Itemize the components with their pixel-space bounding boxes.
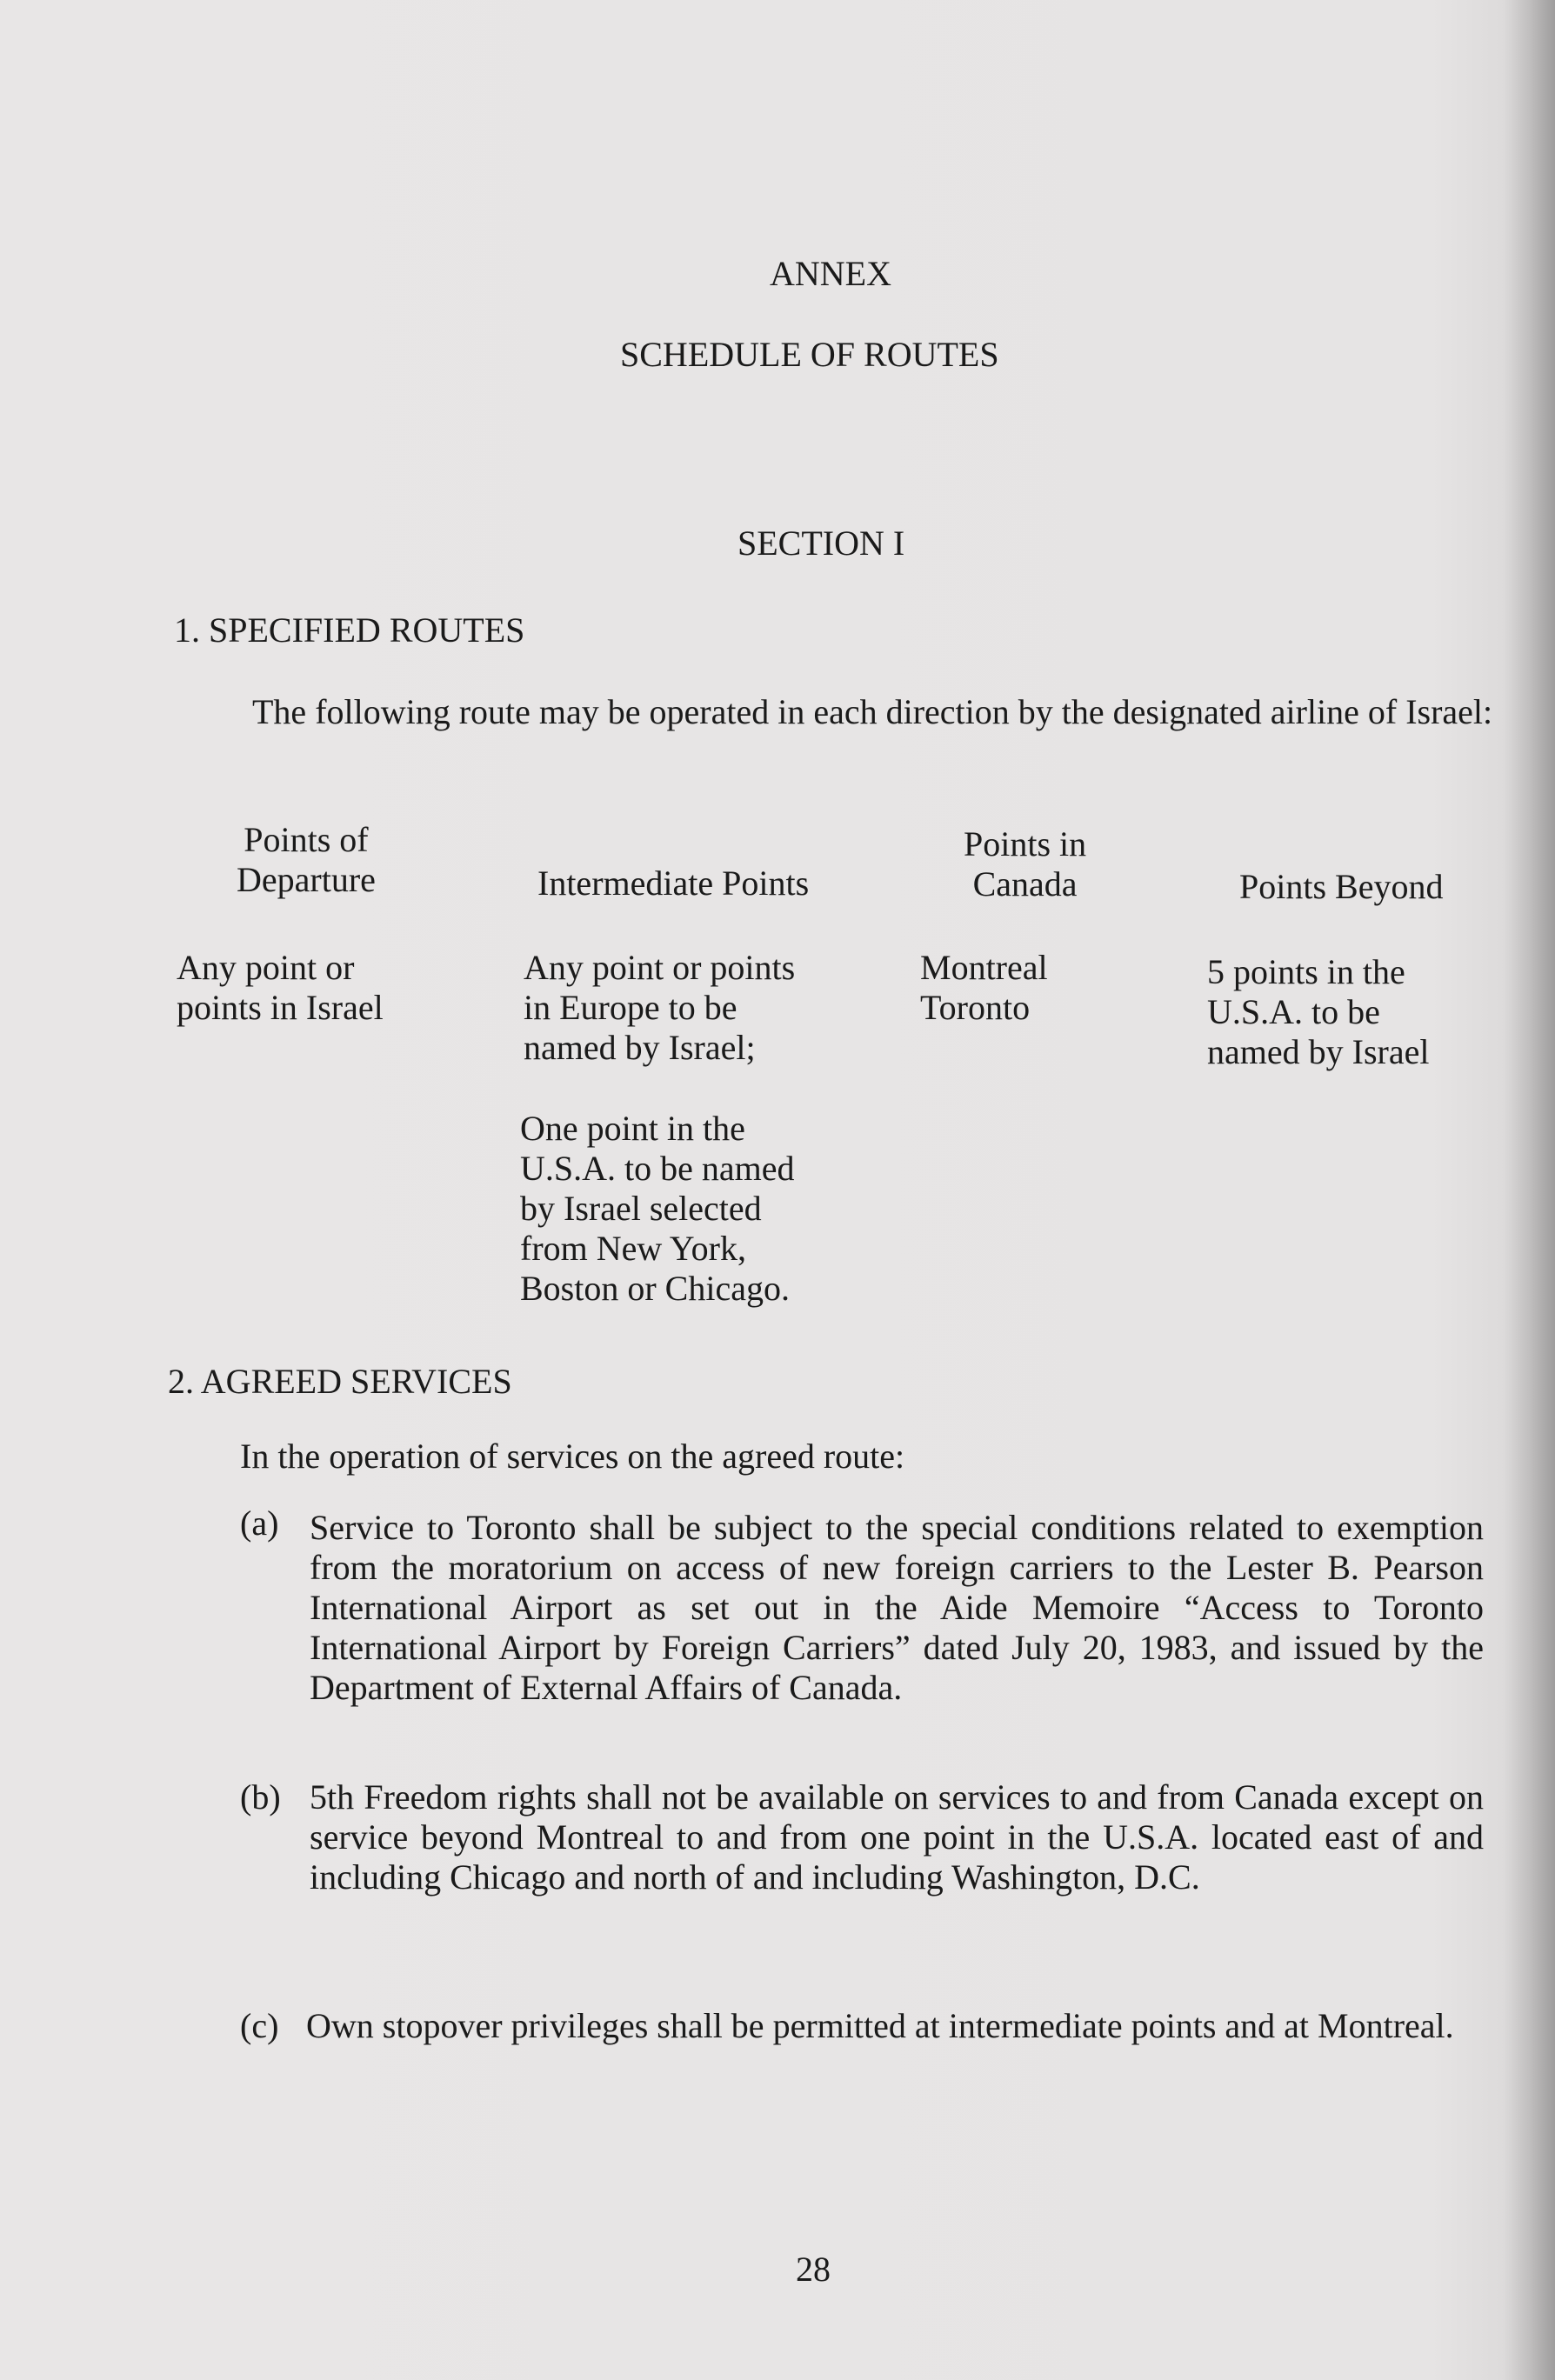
annex-title: ANNEX xyxy=(770,254,891,293)
specified-routes-intro: The following route may be operated in each direction by the designated airline of Israel: xyxy=(252,692,1493,731)
agreed-services-intro: In the operation of services on the agreed route: xyxy=(240,1437,905,1476)
header-points-of-departure: Points of Departure xyxy=(237,820,376,899)
intermediate-cell-usa: One point in the U.S.A. to be named by Israel selected from New York, Boston or Chicago. xyxy=(520,1109,795,1308)
agreed-services-heading: 2. AGREED SERVICES xyxy=(168,1362,512,1401)
item-b-label: (b) xyxy=(240,1777,281,1817)
intermediate-cell-europe: Any point or points in Europe to be named by Israel; xyxy=(524,948,796,1067)
schedule-title: SCHEDULE OF ROUTES xyxy=(620,335,999,374)
section-title: SECTION I xyxy=(737,523,905,563)
header-points-beyond: Points Beyond xyxy=(1239,867,1444,906)
item-b-text: 5th Freedom rights shall not be available on services to and from Canada except on service beyond Montreal to and from one point in the U.S.A. located east of and including Chicago and north of and including Washington, D.C. xyxy=(310,1777,1484,1897)
beyond-cell: 5 points in the U.S.A. to be named by Israel xyxy=(1207,952,1430,1071)
item-a-text: Service to Toronto shall be subject to the special conditions related to exemption from the moratorium on access of new foreign carriers to the Lester B. Pearson International Airport as set out in the Aide Memoire “Access to Toronto International Airport by Foreign Carriers” dated July 20, 1983, and issued by the Department of External Affairs of Canada. xyxy=(310,1508,1484,1707)
header-intermediate-points: Intermediate Points xyxy=(537,863,810,903)
item-a-label: (a) xyxy=(240,1503,279,1543)
page-number: 28 xyxy=(796,2250,831,2289)
canada-cell: Montreal Toronto xyxy=(920,948,1048,1027)
specified-routes-heading: 1. SPECIFIED ROUTES xyxy=(174,610,525,650)
item-c-label: (c) xyxy=(240,2006,279,2045)
item-c-text: Own stopover privileges shall be permitted at intermediate points and at Montreal. xyxy=(306,2006,1454,2045)
departure-cell: Any point or points in Israel xyxy=(177,948,384,1027)
page-spine-shadow xyxy=(1503,0,1555,2380)
header-points-in-canada: Points in Canada xyxy=(964,824,1087,903)
